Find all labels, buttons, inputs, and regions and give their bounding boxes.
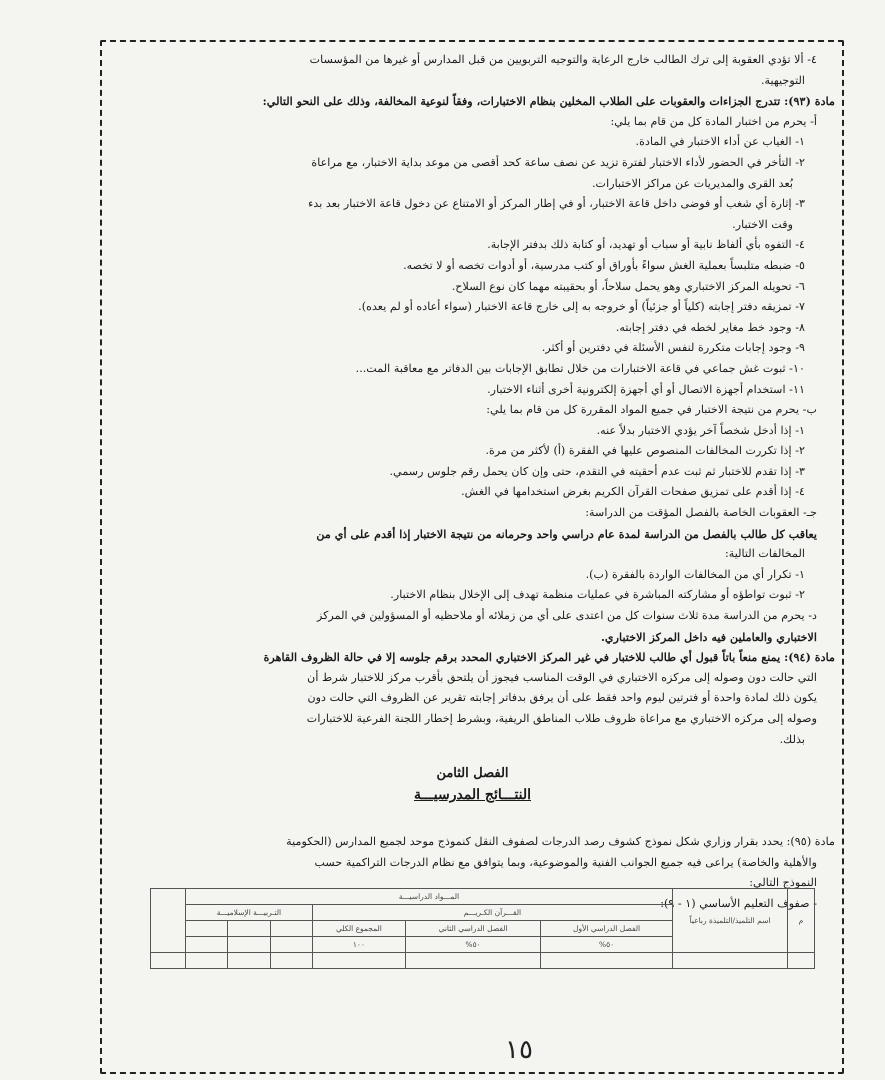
text-line: جـ- العقوبات الخاصة بالفصل المؤقت من الدراسة:: [585, 506, 817, 520]
table-cell: [186, 921, 228, 937]
table-header-cell: المجموع الكلي: [312, 921, 405, 937]
document-body: [110, 50, 835, 915]
text-line: ٤- التفوه بأي ألفاظ نابية أو سباب أو تهديد، أو كتابة ذلك بدفتر الإجابة.: [487, 238, 805, 252]
text-line: ٢- إذا تكررت المخالفات المنصوص عليها في الفقرة (أ) لأكثر من مرة.: [485, 444, 805, 458]
table-cell: [541, 953, 673, 969]
text-line: ٧- تمزيقه دفتر إجابته (كلياً أو جزئياً) أو خروجه به إلى خارج قاعة الاختبار (سواء أعاده أو لم يعده).: [358, 300, 805, 314]
article-93-heading: مادة (٩٣): تتدرج الجزاءات والعقوبات على الطلاب المخلين بنظام الاختبارات، وفقاً لنوعية المخالفة، وذلك على النحو التالي:: [262, 94, 835, 109]
table-cell: [186, 937, 228, 953]
table-cell: [788, 953, 815, 969]
text-line: ١٠- ثبوت غش جماعي في قاعة الاختبارات من خلال تطابق الإجابات بين الدفاتر مع معاقبة المت...: [355, 361, 805, 375]
text-line: ٣- إذا تقدم للاختبار ثم ثبت عدم أحقيته في التقدم، حتى وإن كان يحمل رقم جلوس رسمي.: [389, 464, 805, 478]
table-header-cell: الفصل الدراسي الأول: [541, 921, 673, 937]
text-line: ٢- ثبوت تواطؤه أو مشاركته المباشرة في عمليات منظمة تهدف إلى الإخلال بنظام الاختبار.: [390, 588, 805, 602]
text-line: ٣- إثارة أي شغب أو فوضى داخل قاعة الاختبار، أو في إطار المركز أو الامتناع عن دخول قاعة الاختبار بعد بدء: [308, 197, 805, 211]
table-header-cell: الفصل الدراسي الثاني: [405, 921, 540, 937]
text-line: ٤- إذا أقدم على تمزيق صفحات القرآن الكريم بغرض استخدامها في الغش.: [461, 485, 805, 499]
text-line: يكون ذلك لمادة واحدة أو فترتين ليوم واحد فقط على أن يرفق بدفاتر إجابته تقرير عن الظروف التي حالت دون: [307, 691, 817, 705]
text-line: التوجيهية.: [760, 73, 805, 87]
chapter-title: الفصل الثامن: [436, 766, 509, 782]
text-line: ٩- وجود إجابات متكررة لنفس الأسئلة في دفترين أو أكثر.: [541, 341, 805, 355]
text-line: أ- يحرم من اختبار المادة كل من قام بما يلي:: [610, 114, 817, 128]
text-line: المخالفات التالية:: [724, 547, 805, 561]
table-cell: [270, 937, 312, 953]
text-line: - صفوف التعليم الأساسي (١ - ٩):: [660, 896, 817, 910]
text-line: ١- تكرار أي من المخالفات الواردة بالفقرة (ب).: [585, 567, 805, 581]
chapter-subtitle: النتـــائج المدرسيـــة: [413, 787, 532, 804]
text-line: ٨- وجود خط مغاير لخطه في دفتر إجابته.: [615, 320, 805, 334]
text-line: د- يحرم من الدراسة مدة ثلاث سنوات كل من اعتدى على أي من زملائه أو ملاحظيه أو المسؤولين في المركز: [316, 609, 817, 623]
text-line: وقت الاختبار.: [732, 217, 793, 231]
article-94-heading: مادة (٩٤): يمنع منعاً باتاً قبول أي طالب للاختبار في غير المركز الاختباري المحدد برقم جلوسه إلا في حالة الظروف القاهرة: [263, 650, 835, 665]
table-cell: [228, 937, 270, 953]
table-header-cell: القـــرآن الكـريـــم: [312, 905, 672, 921]
table-cell: [270, 921, 312, 937]
table-cell: [405, 953, 540, 969]
table-cell: [151, 953, 186, 969]
table-cell: ٥٠%: [541, 937, 673, 953]
table-header-cell: التـربيـــة الإسلاميـــة: [186, 905, 313, 921]
text-line: الاختباري والعاملين فيه داخل المركز الاختباري.: [601, 629, 817, 644]
table-header-cell: اسم التلميذ/التلميذة رباعياً: [673, 889, 788, 953]
text-line: النموذج التالي:: [749, 876, 817, 890]
table-header-cell: المـــواد الدراسيـــة: [186, 889, 673, 905]
text-line: ب- يحرم من نتيجة الاختبار في جميع المواد المقررة كل من قام بما يلي:: [486, 403, 817, 417]
text-line: ١- إذا أدخل شخصاً آخر يؤدي الاختبار بدلاً عنه.: [596, 423, 805, 437]
text-line: التي حالت دون وصوله إلى مركزه الاختباري في الوقت المناسب فيجوز أن يلتحق بأقرب مركز للاختبار شرط أن: [307, 670, 817, 684]
text-line: بذلك.: [779, 732, 805, 746]
text-line: والأهلية والخاصة) يراعى فيه جميع الجوانب الفنية والموضوعية، وبما يتوافق مع نظام الدرجات التراكمية حسب: [314, 855, 817, 869]
table-cell: [151, 889, 186, 953]
table-cell: [312, 953, 405, 969]
text-line: ١١- استخدام أجهزة الاتصال أو أي أجهزة إلكترونية أخرى أثناء الاختبار.: [487, 382, 805, 396]
table-cell: [270, 953, 312, 969]
table-cell: [673, 953, 788, 969]
table-cell: [228, 921, 270, 937]
text-line: وصوله إلى مركزه الاختباري مع مراعاة ظروف طلاب المناطق الريفية، وبشرط إخطار اللجنة الفرعية للاختبارات: [306, 712, 817, 725]
table-cell: [186, 953, 228, 969]
article-95-heading: مادة (٩٥): يحدد بقرار وزاري شكل نموذج كشوف رصد الدرجات لصفوف النقل كنموذج موحد لجميع المدارس (الحكومية: [286, 835, 835, 849]
text-line: ٢- التأخر في الحضور لأداء الاختبار لفترة تزيد عن نصف ساعة كحد أقصى من موعد بداية الاختبار، مع مراعاة: [311, 155, 805, 169]
table-cell: ١٠٠: [312, 937, 405, 953]
text-line: بُعد القرى والمديريات عن مراكز الاختبارات.: [592, 176, 793, 190]
text-line: ٥- ضبطه متلبساً بعملية الغش سواءً بأوراق أو كتب مدرسية، أو أدوات تخصه أو لا تخصه.: [403, 258, 805, 272]
table-cell: [228, 953, 270, 969]
text-line: ٦- تحويله المركز الاختباري وهو يحمل سلاحاً، أو بحقيبته مهما كان نوع السلاح.: [451, 279, 805, 293]
table-cell: ٥٠%: [405, 937, 540, 953]
text-line: ١- الغياب عن أداء الاختبار في المادة.: [635, 135, 805, 149]
text-line: يعاقب كل طالب بالفصل من الدراسة لمدة عام دراسي واحد وحرمانه من نتيجة الاختبار إذا أقدم على أي من: [316, 526, 817, 541]
text-line: ٤- ألا تؤدي العقوبة إلى ترك الطالب خارج الرعاية والتوجيه التربويين من قبل المدارس أو غيرها من المؤسسات: [309, 53, 817, 66]
table-header-cell: م: [788, 889, 815, 953]
grades-template-table: [150, 888, 815, 969]
page-number: ١٥: [505, 1035, 533, 1065]
